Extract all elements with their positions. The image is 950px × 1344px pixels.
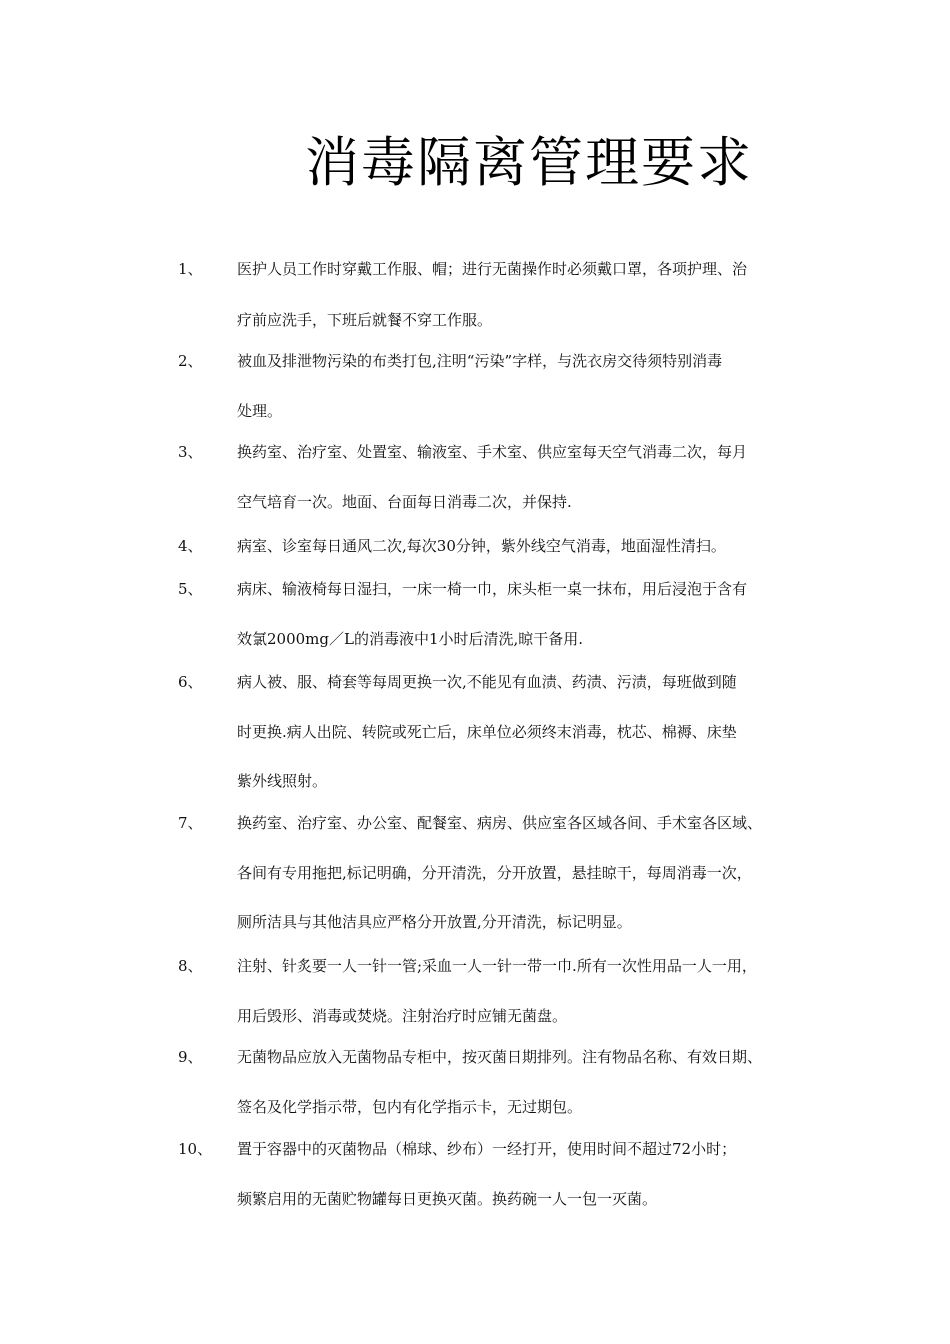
item-text-line: 置于容器中的灭菌物品（棉球、纱布）一经打开，使用时间不超过72小时；: [237, 1140, 737, 1158]
item-number: 3、: [178, 443, 203, 461]
item-number: 1、: [178, 260, 203, 278]
item-text-line: 时更换.病人出院、转院或死亡后，床单位必须终末消毒，枕芯、棉褥、床垫: [237, 723, 737, 741]
item-text-line: 空气培育一次。地面、台面每日消毒二次，并保持.: [237, 493, 572, 511]
item-text-line: 频繁启用的无菌贮物罐每日更换灭菌。换药碗一人一包一灭菌。: [237, 1190, 658, 1208]
item-text-line: 效氯2000mg／L的消毒液中1小时后清洗,晾干备用.: [237, 630, 584, 648]
item-text-line: 厕所洁具与其他洁具应严格分开放置,分开清洗，标记明显。: [237, 913, 632, 931]
item-text-line: 无菌物品应放入无菌物品专柜中，按灭菌日期排列。注有物品名称、有效日期、: [237, 1048, 763, 1066]
item-text-line: 用后毁形、消毒或焚烧。注射治疗时应铺无菌盘。: [237, 1007, 568, 1025]
item-text-line: 各间有专用拖把,标记明确，分开清洗，分开放置，悬挂晾干，每周消毒一次，: [237, 864, 752, 882]
item-text-line: 签名及化学指示带，包内有化学指示卡，无过期包。: [237, 1098, 583, 1116]
item-text-line: 处理。: [237, 402, 283, 420]
item-text-line: 紫外线照射。: [237, 772, 328, 790]
item-text-line: 被血及排泄物污染的布类打包,注明“污染”字样，与洗衣房交待须特别消毒: [237, 352, 723, 370]
item-number: 2、: [178, 352, 203, 370]
item-text-line: 疗前应洗手，下班后就餐不穿工作服。: [237, 311, 493, 329]
item-text-line: 病室、诊室每日通风二次,每次30分钟，紫外线空气消毒，地面湿性清扫。: [237, 537, 726, 555]
item-number: 8、: [178, 957, 203, 975]
item-number: 4、: [178, 537, 203, 555]
item-number: 5、: [178, 580, 203, 598]
item-number: 6、: [178, 673, 203, 691]
item-text-line: 病床、输液椅每日湿扫，一床一椅一巾，床头柜一桌一抹布，用后浸泡于含有: [237, 580, 748, 598]
item-text-line: 病人被、服、椅套等每周更换一次,不能见有血渍、药渍、污渍，每班做到随: [237, 673, 737, 691]
item-number: 7、: [178, 814, 203, 832]
item-text-line: 换药室、治疗室、处置室、输液室、手术室、供应室每天空气消毒二次，每月: [237, 443, 748, 461]
page-title: 消毒隔离管理要求: [305, 131, 753, 194]
item-number: 9、: [178, 1048, 203, 1066]
item-text-line: 换药室、治疗室、办公室、配餐室、病房、供应室各区域各间、手术室各区域、: [237, 814, 763, 832]
item-number: 10、: [178, 1140, 213, 1158]
item-text-line: 医护人员工作时穿戴工作服、帽；进行无菌操作时必须戴口罩，各项护理、治: [237, 260, 748, 278]
item-text-line: 注射、针炙要一人一针一管;采血一人一针一带一巾.所有一次性用品一人一用，: [237, 957, 757, 975]
